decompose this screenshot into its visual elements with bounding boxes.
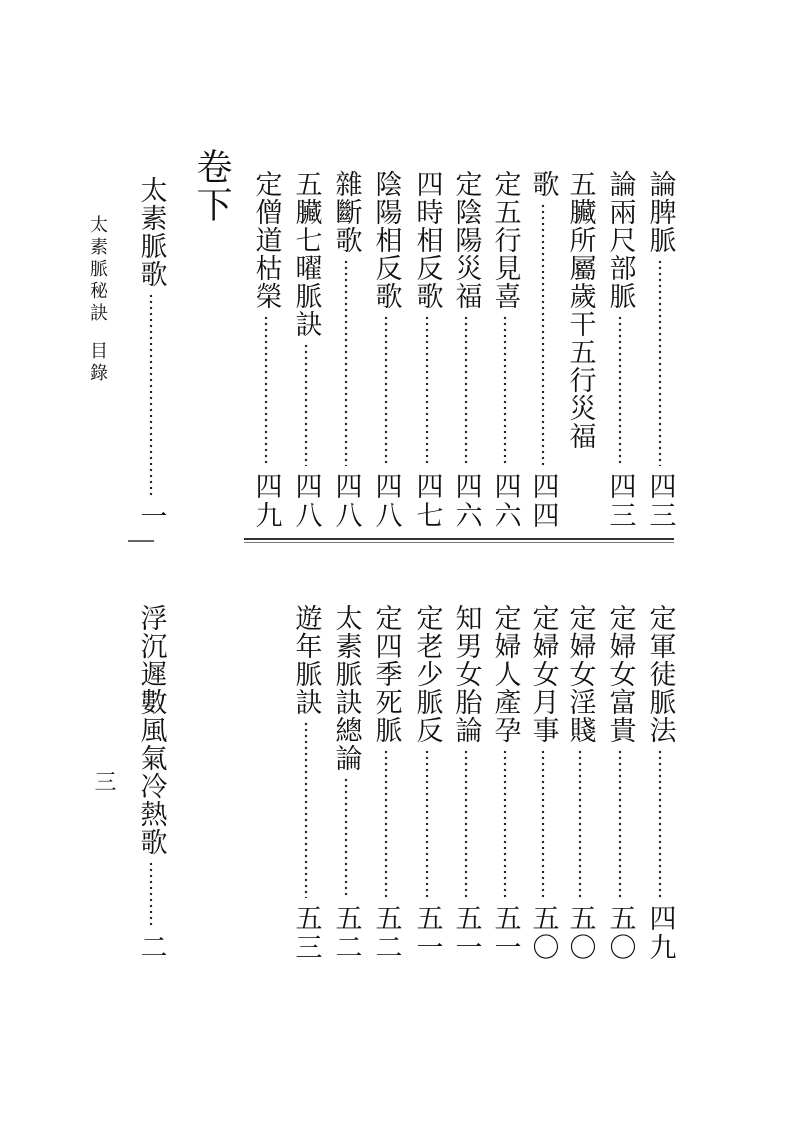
leader-dots xyxy=(425,315,429,466)
print-mark xyxy=(128,540,154,542)
running-head-section: 目錄 xyxy=(87,341,108,385)
toc-entry xyxy=(488,170,522,530)
entry-page: 四六 xyxy=(489,472,521,530)
leader-dots xyxy=(425,749,429,898)
leader-dots xyxy=(149,861,153,927)
running-head-title: 太素脈秘訣 xyxy=(87,215,108,325)
page-number: 三 xyxy=(91,770,116,792)
toc-entry xyxy=(643,604,677,962)
leader-dots xyxy=(304,343,308,466)
entry-page: 四四 xyxy=(527,472,559,530)
toc-entry xyxy=(369,604,403,962)
entry-title: 定四季死脈 xyxy=(370,604,402,744)
leader-dots xyxy=(618,749,622,898)
entry-title: 四時相反歌 xyxy=(411,170,443,310)
entry-page: 五一 xyxy=(489,904,521,962)
entry-page: 四八 xyxy=(370,472,402,530)
leader-dots xyxy=(541,749,545,898)
toc-entry xyxy=(563,170,597,470)
leader-dots xyxy=(503,315,507,466)
toc-entry xyxy=(134,604,168,962)
entry-title: 太素脈訣總論 xyxy=(330,604,362,772)
leader-dots xyxy=(618,315,622,466)
toc-entry xyxy=(563,604,597,962)
leader-dots xyxy=(541,203,545,466)
toc-entry xyxy=(643,170,677,530)
entry-page: 五〇 xyxy=(564,904,596,962)
entry-page: 四九 xyxy=(250,472,282,530)
entry-page: 五三 xyxy=(290,904,322,962)
entry-page: 四八 xyxy=(330,472,362,530)
entry-title: 論脾脈 xyxy=(644,170,676,254)
entry-title: 知男女胎論 xyxy=(450,604,482,744)
entry-title: 定陰陽災福 xyxy=(450,170,482,310)
toc-entry xyxy=(329,604,363,962)
entry-title: 定婦女月事 xyxy=(527,604,559,744)
entry-title: 浮沉遲數風氣冷熱歌 xyxy=(135,604,167,856)
entry-title: 定婦女富貴 xyxy=(604,604,636,744)
toc-entry xyxy=(134,176,168,531)
toc-entry xyxy=(410,170,444,530)
leader-dots xyxy=(578,749,582,898)
running-head xyxy=(84,215,110,385)
leader-dots xyxy=(264,315,268,466)
entry-page: 四三 xyxy=(604,472,636,530)
entry-title: 太素脈歌 xyxy=(135,176,167,288)
leader-dots xyxy=(344,777,348,898)
toc-entry xyxy=(329,170,363,530)
leader-dots xyxy=(503,749,507,898)
leader-dots xyxy=(658,749,662,898)
entry-title: 定老少脈反 xyxy=(411,604,443,744)
section-divider xyxy=(244,538,674,540)
toc-entry xyxy=(603,170,637,530)
section-divider-thin xyxy=(244,542,674,543)
entry-title: 定軍徒脈法 xyxy=(644,604,676,744)
leader-dots xyxy=(658,259,662,466)
entry-page: 四九 xyxy=(644,904,676,962)
entry-title: 定僧道枯榮 xyxy=(250,170,282,310)
leader-dots xyxy=(344,259,348,466)
entry-page: 五〇 xyxy=(527,904,559,962)
leader-dots xyxy=(384,749,388,898)
entry-title: 遊年脈訣 xyxy=(290,604,322,716)
leader-dots xyxy=(149,293,153,496)
toc-entry xyxy=(526,170,560,530)
toc-entry xyxy=(603,604,637,962)
entry-page: 四三 xyxy=(644,472,676,530)
toc-entry xyxy=(369,170,403,530)
leader-dots xyxy=(464,315,468,466)
toc-entry xyxy=(289,170,323,530)
entry-title: 歌 xyxy=(527,170,559,198)
entry-title: 定婦女淫賤 xyxy=(564,604,596,744)
entry-page: 五一 xyxy=(411,904,443,962)
toc-entry xyxy=(289,604,323,962)
entry-page: 四六 xyxy=(450,472,482,530)
entry-page: 四七 xyxy=(411,472,443,530)
toc-entry xyxy=(526,604,560,962)
entry-page: 四八 xyxy=(290,472,322,530)
entry-page: 五二 xyxy=(330,904,362,962)
leader-dots xyxy=(384,315,388,466)
entry-title: 定婦人產孕 xyxy=(489,604,521,744)
toc-entry xyxy=(449,604,483,962)
entry-page: 二 xyxy=(135,933,167,962)
entry-title: 陰陽相反歌 xyxy=(370,170,402,310)
toc-entry xyxy=(249,170,283,530)
leader-dots xyxy=(304,721,308,898)
toc-entry xyxy=(449,170,483,530)
entry-page: 五一 xyxy=(450,904,482,962)
entry-title: 五臟七曜脈訣 xyxy=(290,170,322,338)
toc-entry xyxy=(488,604,522,962)
entry-title: 雜斷歌 xyxy=(330,170,362,254)
entry-page: 一 xyxy=(135,502,167,531)
entry-page: 五二 xyxy=(370,904,402,962)
leader-dots xyxy=(464,749,468,898)
entry-title: 論兩尺部脈 xyxy=(604,170,636,310)
entry-title: 定五行見喜 xyxy=(489,170,521,310)
entry-title: 五臟所屬歲干五行災福 xyxy=(564,170,596,450)
entry-page: 五〇 xyxy=(604,904,636,962)
toc-entry xyxy=(410,604,444,962)
volume-heading: 卷下 xyxy=(191,148,232,224)
